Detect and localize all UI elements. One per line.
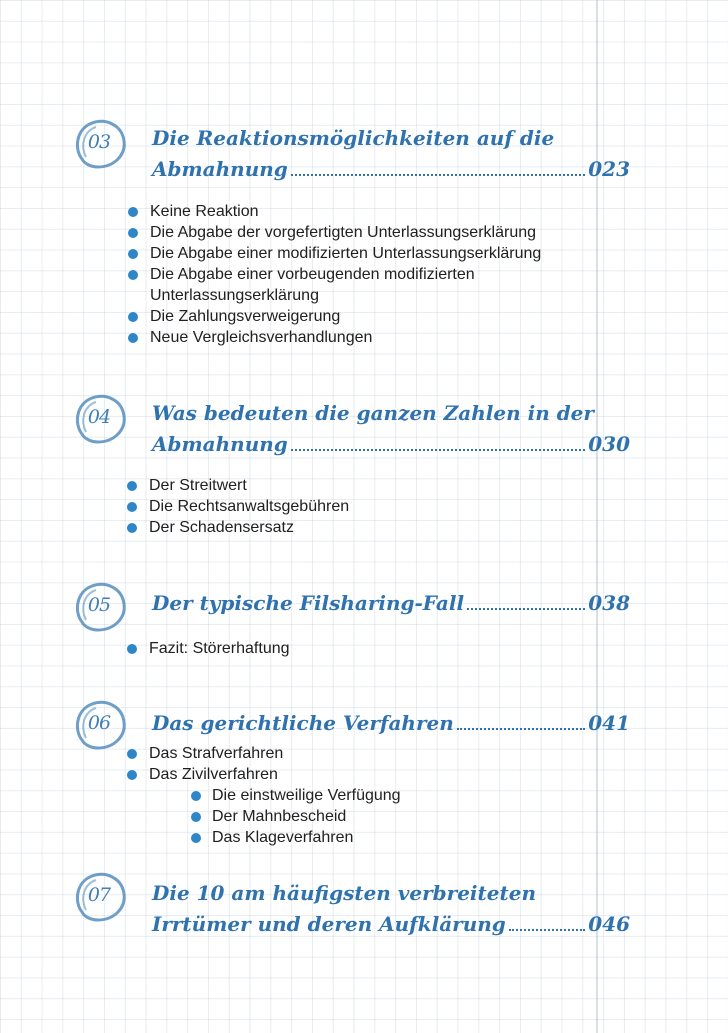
page-number: 030 [588, 432, 630, 456]
chapter-title-line1: Was bedeuten die ganzen Zahlen in der [152, 401, 594, 425]
page-number: 038 [588, 591, 630, 615]
list-item-continuation: Unterlassungserklärung [150, 287, 319, 304]
leader-dots [509, 929, 585, 931]
sub-list-item: Das Klageverfahren [124, 827, 401, 848]
chapter-number: 03 [87, 131, 111, 153]
chapter-number: 05 [87, 594, 111, 616]
chapter-title[interactable] [152, 123, 630, 185]
list-item: Fazit: Störerhaftung [124, 638, 290, 659]
chapter-title[interactable] [152, 398, 630, 460]
leader-dots [291, 174, 585, 176]
chapter-title-line1: Die Reaktionsmöglichkeiten auf die [152, 126, 555, 150]
list-item: Das Zivilverfahren [124, 764, 401, 785]
chapter-badge [72, 578, 130, 636]
chapter-title[interactable] [152, 588, 630, 619]
chapter-title-line1: Das gerichtliche Verfahren [152, 711, 454, 735]
list-item: Keine Reaktion [125, 201, 541, 222]
list-item: Der Schadensersatz [124, 517, 349, 538]
chapter-title-line2: Abmahnung [152, 157, 288, 181]
list-item: Die Zahlungsverweigerung [125, 306, 541, 327]
chapter-number: 04 [87, 406, 111, 428]
subtopic-list [124, 638, 290, 659]
list-item: Der Streitwert [124, 475, 349, 496]
page-number: 046 [588, 912, 630, 936]
chapter-title[interactable] [152, 708, 630, 739]
leader-dots [467, 608, 585, 610]
sub-list-item: Der Mahnbescheid [124, 806, 401, 827]
chapter-number: 06 [87, 712, 111, 734]
chapter-number: 07 [87, 884, 111, 906]
chapter-badge [72, 696, 130, 754]
subtopic-list [125, 201, 541, 348]
subtopic-list [124, 743, 401, 848]
list-item: Die Abgabe einer vorbeugenden modifizierten [125, 264, 541, 285]
chapter-title-line1: Die 10 am häufigsten verbreiteten [152, 881, 536, 905]
chapter-title-line2: Abmahnung [152, 432, 288, 456]
chapter-title-line2: Irrtümer und deren Aufklärung [152, 912, 506, 936]
chapter-badge [72, 868, 130, 926]
subtopic-list [124, 475, 349, 538]
chapter-badge [72, 390, 130, 448]
list-item: Neue Vergleichsverhandlungen [125, 327, 541, 348]
chapter-badge [72, 115, 130, 173]
list-item: Die Abgabe einer modifizierten Unterlassungserklärung [125, 243, 541, 264]
leader-dots [291, 449, 585, 451]
chapter-title[interactable] [152, 878, 630, 940]
chapter-title-line1: Der typische Filsharing-Fall [152, 591, 465, 615]
page-number: 023 [588, 157, 630, 181]
list-item: Die Rechtsanwaltsgebühren [124, 496, 349, 517]
list-item: Das Strafverfahren [124, 743, 401, 764]
page-number: 041 [588, 711, 630, 735]
list-item: Die Abgabe der vorgefertigten Unterlassungserklärung [125, 222, 541, 243]
sub-list-item: Die einstweilige Verfügung [124, 785, 401, 806]
leader-dots [457, 728, 585, 730]
